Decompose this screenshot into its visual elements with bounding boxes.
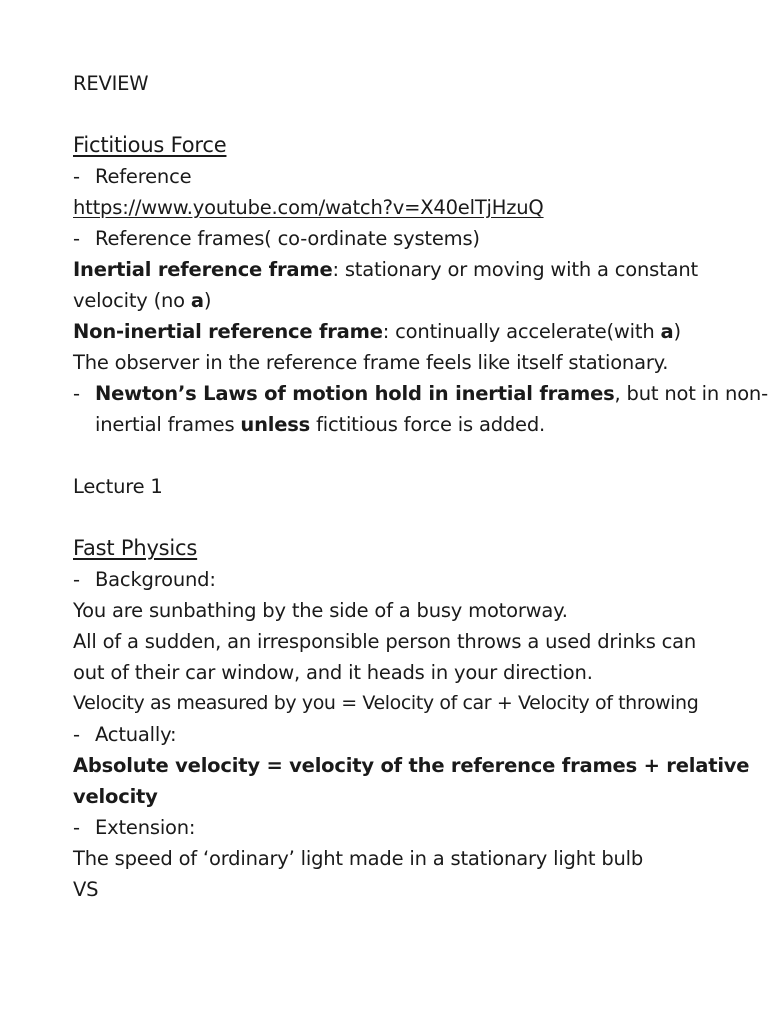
extension-line-1: The speed of ‘ordinary’ light made in a stationary light bulb — [73, 847, 644, 870]
reference-frames-item: Reference frames( co-ordinate systems) — [95, 227, 480, 250]
noninertial-term: Non-inertial reference frame — [73, 320, 383, 343]
list-item — [73, 378, 768, 409]
noninertial-definition — [73, 316, 713, 347]
extension-line-2: VS — [73, 878, 99, 901]
noninertial-def-c: ) — [673, 320, 681, 343]
list-dash: - — [73, 227, 80, 250]
list-dash: - — [73, 165, 80, 188]
noninertial-def-a: : continually accelerate(with — [382, 320, 661, 343]
lecture-label: Lecture 1 — [73, 475, 163, 498]
list-item — [73, 223, 713, 254]
reference-label: Reference — [95, 165, 192, 188]
actually-label: Actually: — [95, 723, 177, 746]
inertial-term: Inertial reference frame — [73, 258, 333, 281]
extension-label: Extension: — [95, 816, 196, 839]
newton-2b: unless — [240, 413, 311, 436]
inertial-definition-cont — [73, 285, 713, 316]
inertial-definition — [73, 254, 713, 285]
fictitious-force-heading: Fictitious Force — [73, 133, 227, 157]
document-page — [73, 68, 768, 905]
newton-laws-bold: Newton’s Laws of motion hold in inertial frames — [95, 382, 615, 405]
absolute-velocity-line-1: Absolute velocity = velocity of the reference frames + relative — [73, 754, 750, 777]
noninertial-def-b: a — [660, 320, 674, 343]
list-dash: - — [73, 723, 80, 746]
background-label: Background: — [95, 568, 216, 591]
inertial-def-2c: ) — [203, 289, 212, 312]
background-line-2: All of a sudden, an irresponsible person throws a used drinks can — [73, 630, 697, 653]
fast-physics-heading: Fast Physics — [73, 536, 198, 560]
newton-2c: fictitious force is added. — [310, 413, 546, 436]
review-label: REVIEW — [73, 72, 149, 95]
background-line-3: out of their car window, and it heads in your direction. — [73, 661, 593, 684]
absolute-velocity-line-2: velocity — [73, 785, 158, 808]
list-dash: - — [73, 816, 80, 839]
newton-laws-rest: , but not in non- — [614, 382, 768, 405]
list-dash: - — [73, 568, 80, 591]
list-dash: - — [73, 382, 80, 405]
youtube-link[interactable]: https://www.youtube.com/watch?v=X40elTjHzuQ — [73, 196, 544, 219]
list-item — [73, 564, 713, 595]
background-line-1: You are sunbathing by the side of a busy motorway. — [73, 599, 568, 622]
newton-laws-cont — [73, 409, 713, 440]
inertial-def-2b: a — [190, 289, 204, 312]
observer-line: The observer in the reference frame feels like itself stationary. — [73, 351, 669, 374]
list-item — [73, 812, 713, 843]
background-line-4: Velocity as measured by you = Velocity of car + Velocity of throwing — [73, 692, 699, 714]
list-item — [73, 719, 713, 750]
list-item — [73, 161, 713, 192]
inertial-def-1: : stationary or moving with a constant — [332, 258, 698, 281]
newton-2a: inertial frames — [95, 413, 241, 436]
inertial-def-2a: velocity (no — [73, 289, 191, 312]
